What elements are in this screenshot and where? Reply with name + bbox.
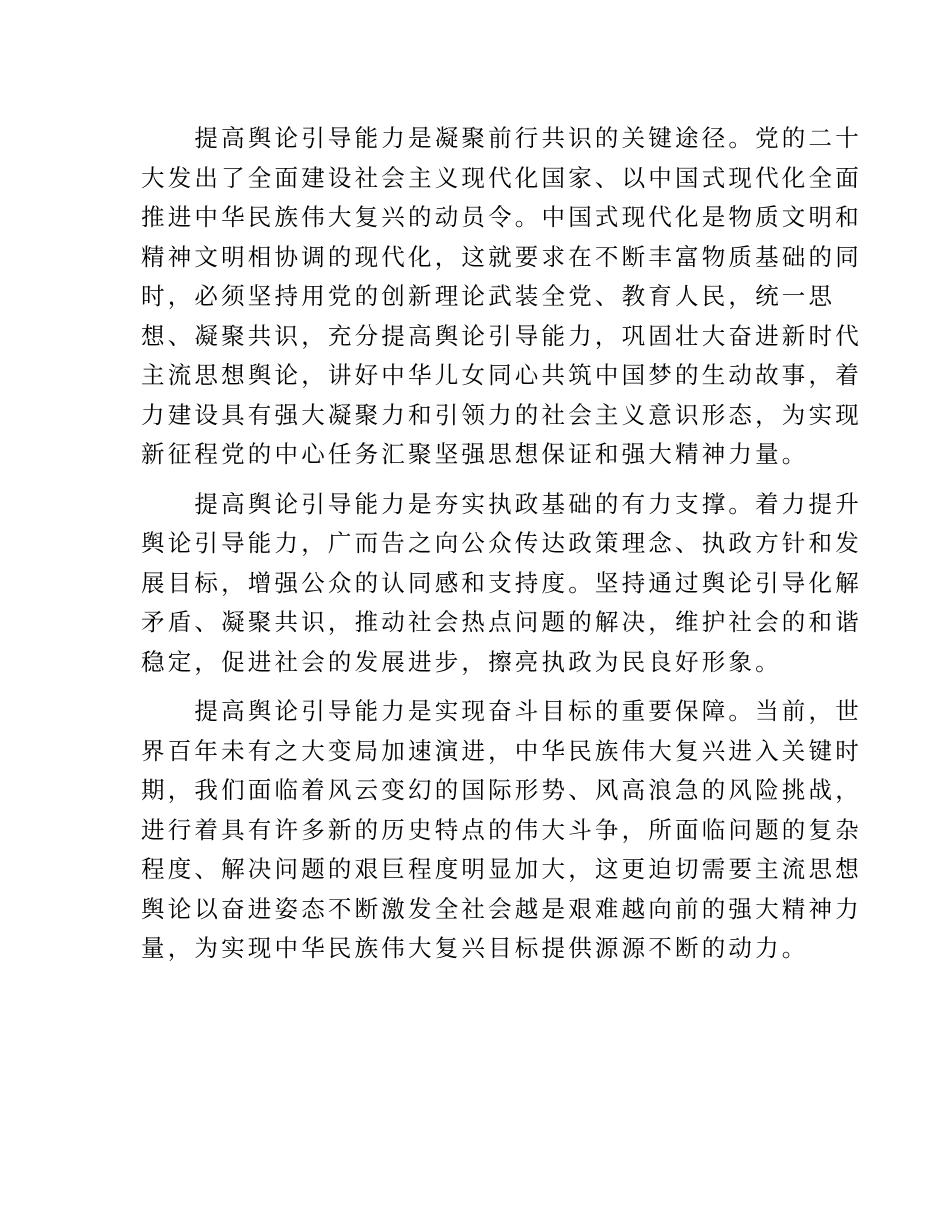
text-line: 主流思想舆论，讲好中华儿女同心共筑中国梦的生动故事，着: [141, 361, 862, 389]
text-line: 力建设具有强大凝聚力和引领力的社会主义意识形态，为实现: [141, 400, 862, 429]
paragraph-2: [141, 485, 862, 683]
text-line: 界百年未有之大变局加速演进，中华民族伟大复兴进入关键时: [141, 736, 862, 765]
text-line: 推进中华民族伟大复兴的动员令。中国式现代化是物质文明和: [141, 203, 862, 231]
text-line: 时，必须坚持用党的创新理论武装全党、教育人民，统一思: [141, 282, 836, 310]
text-line: 程度、解决问题的艰巨程度明显加大，这更迫切需要主流思想: [141, 855, 862, 883]
text-line: 精神文明相协调的现代化，这就要求在不断丰富物质基础的同: [141, 242, 862, 271]
text-line: 展目标，增强公众的认同感和支持度。坚持通过舆论引导化解: [141, 568, 862, 597]
text-line: 想、凝聚共识，充分提高舆论引导能力，巩固壮大奋进新时代: [141, 321, 862, 350]
text-line: 提高舆论引导能力是夯实执政基础的有力支撑。着力提升: [141, 489, 862, 518]
text-line: 新征程党的中心任务汇聚坚强思想保证和强大精神力量。: [141, 440, 809, 468]
text-line: 稳定，促进社会的发展进步，擦亮执政为民良好形象。: [141, 647, 782, 676]
document-body: [141, 119, 862, 979]
text-line: 量，为实现中华民族伟大复兴目标提供源源不断的动力。: [141, 934, 809, 962]
text-line: 提高舆论引导能力是凝聚前行共识的关键途径。党的二十: [141, 124, 862, 152]
paragraph-1: [141, 119, 862, 475]
text-line: 提高舆论引导能力是实现奋斗目标的重要保障。当前，世: [141, 697, 862, 725]
text-line: 期，我们面临着风云变幻的国际形势、风高浪急的风险挑战，: [141, 776, 862, 804]
text-line: 舆论以奋进姿态不断激发全社会越是艰难越向前的强大精神力: [141, 894, 862, 923]
text-line: 进行着具有许多新的历史特点的伟大斗争，所面临问题的复杂: [141, 815, 862, 844]
paragraph-3: [141, 692, 862, 969]
text-line: 舆论引导能力，广而告之向公众传达政策理念、执政方针和发: [141, 529, 862, 557]
text-line: 矛盾、凝聚共识，推动社会热点问题的解决，维护社会的和谐: [141, 608, 862, 636]
text-line: 大发出了全面建设社会主义现代化国家、以中国式现代化全面: [141, 163, 862, 192]
